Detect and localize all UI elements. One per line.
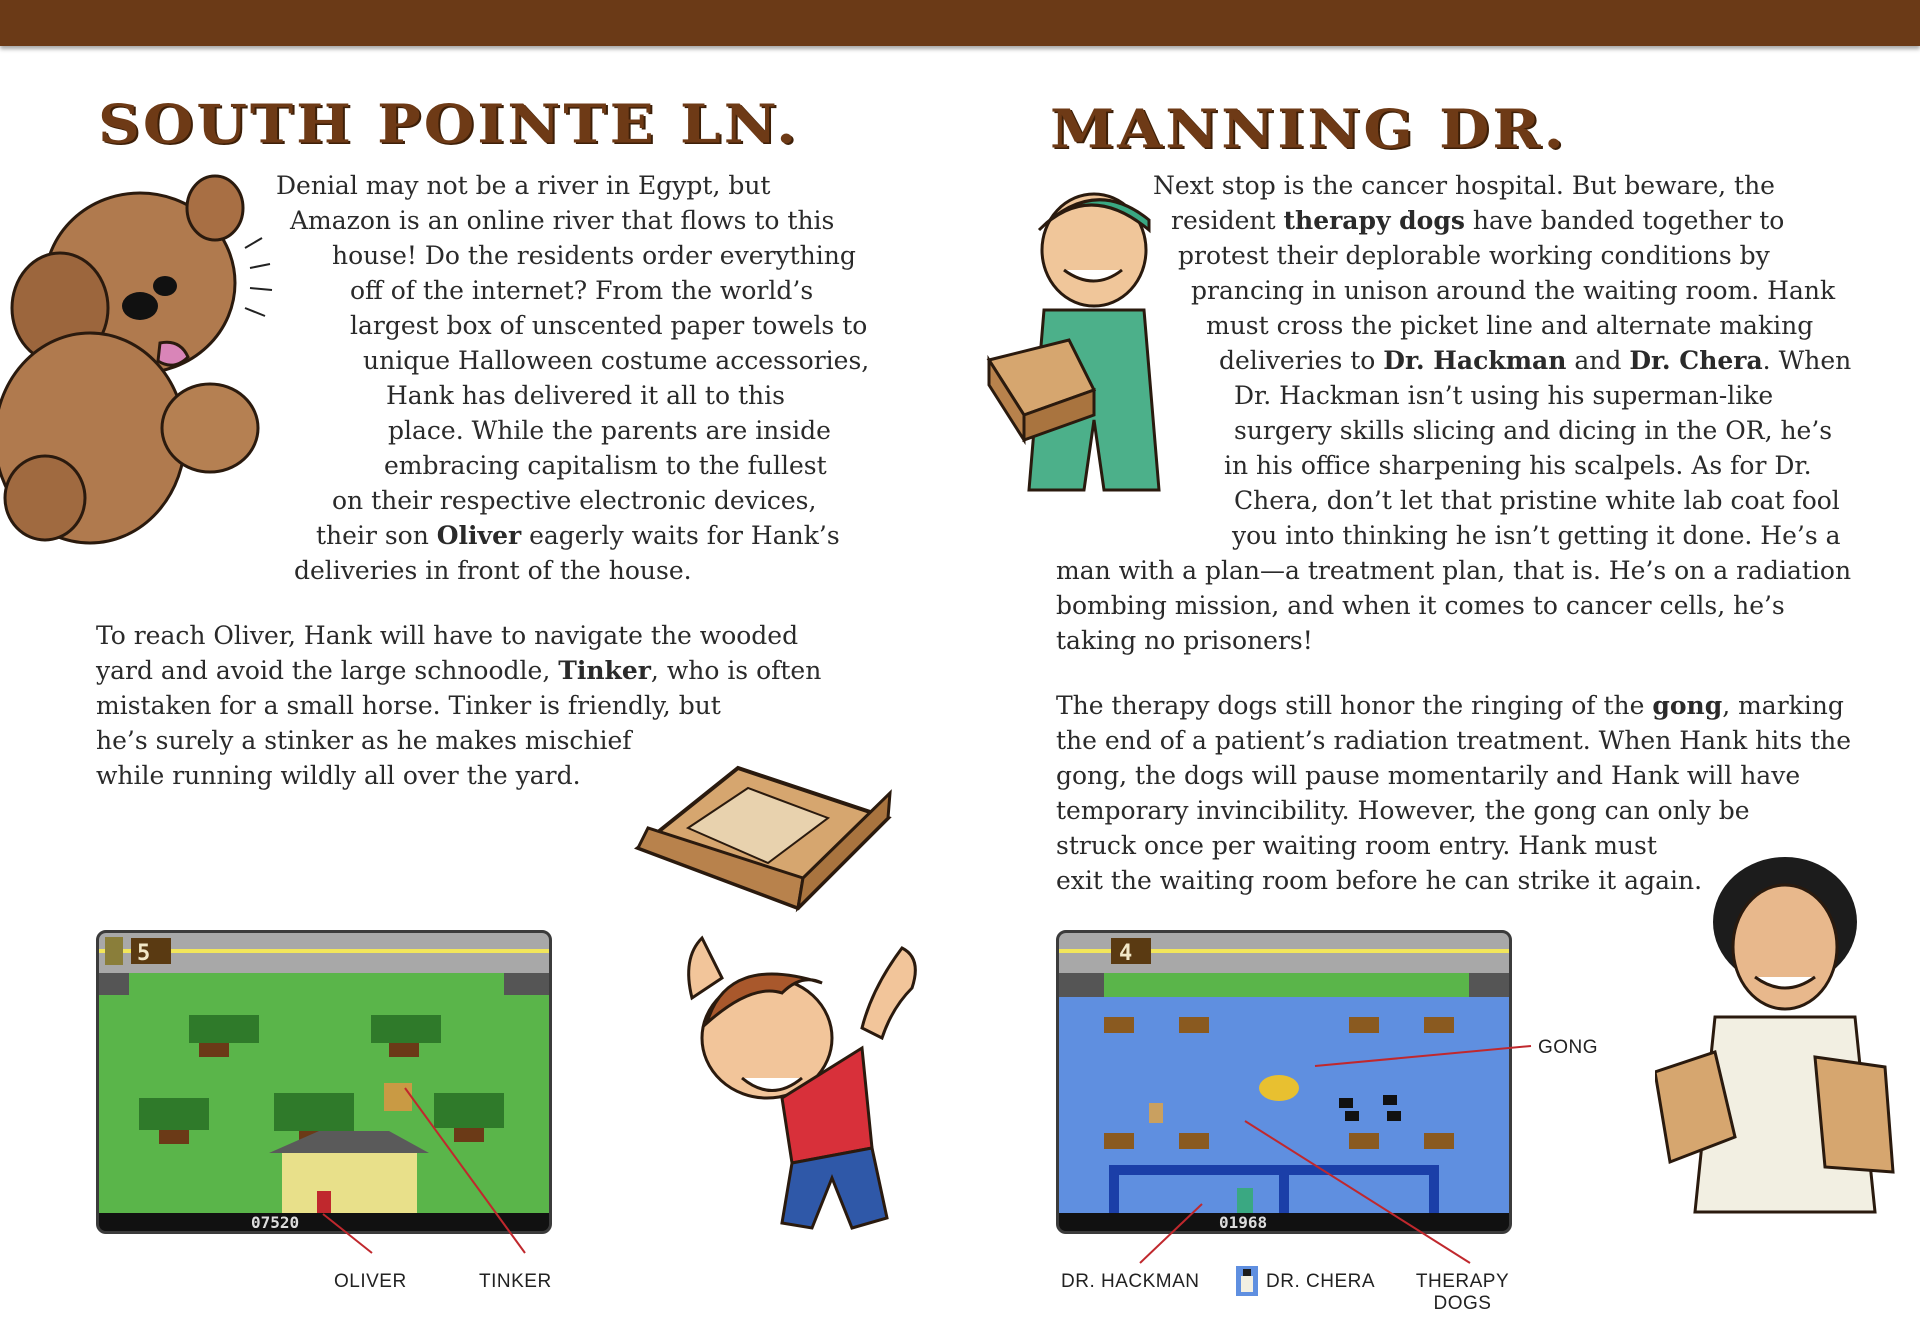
- right-intro-line-2: resident therapy dogs have banded together to: [1171, 206, 1785, 235]
- left-intro-line-9: embracing capitalism to the fullest: [384, 451, 827, 480]
- right-intro-line-10: Chera, don’t let that pristine white lab coat fool: [1234, 486, 1840, 515]
- right-intro-line-12: man with a plan—a treatment plan, that is. He’s on a radiation: [1056, 556, 1852, 585]
- right-body-line-5: struck once per waiting room entry. Hank must: [1056, 831, 1657, 860]
- right-intro-line-3: protest their deplorable working conditions by: [1178, 241, 1770, 270]
- lives-count: 4: [1119, 941, 1133, 966]
- right-intro-line-13: bombing mission, and when it comes to cancer cells, he’s: [1056, 591, 1785, 620]
- right-intro-line-7: Dr. Hackman isn’t using his superman-like: [1234, 381, 1774, 410]
- right-body-line-3: gong, the dogs will pause momentarily and Hank will have: [1056, 761, 1801, 790]
- left-body-line-5: while running wildly all over the yard.: [96, 761, 581, 790]
- right-intro-line-6: deliveries to Dr. Hackman and Dr. Chera. When: [1219, 346, 1852, 375]
- right-intro-line-4: prancing in unison around the waiting room. Hank: [1191, 276, 1836, 305]
- left-intro-line-12: deliveries in front of the house.: [294, 556, 692, 585]
- therapy-dogs-label: THERAPY DOGS: [1415, 1271, 1510, 1314]
- therapy-dogs-highlight: therapy dogs: [1283, 206, 1465, 235]
- right-intro-line-14: taking no prisoners!: [1056, 626, 1313, 655]
- right-body-line-2: the end of a patient’s radiation treatment. When Hank hits the: [1056, 726, 1852, 755]
- tinker-highlight: Tinker: [558, 656, 651, 685]
- right-intro-line-8: surgery skills slicing and dicing in the OR, he’s: [1234, 416, 1833, 445]
- left-body-line-3: mistaken for a small horse. Tinker is friendly, but: [96, 691, 721, 720]
- left-intro-line-10: on their respective electronic devices,: [332, 486, 817, 515]
- oliver-highlight: Oliver: [436, 521, 522, 550]
- left-body-line-2: yard and avoid the large schnoodle, Tinker, who is often: [96, 656, 822, 685]
- tinker-label: TINKER: [479, 1271, 552, 1292]
- left-body-line-1: To reach Oliver, Hank will have to navigate the wooded: [96, 621, 799, 650]
- left-body-line-4: he’s surely a stinker as he makes mischief: [96, 726, 632, 755]
- oliver-label: OLIVER: [334, 1271, 407, 1292]
- gong-label: GONG: [1538, 1037, 1599, 1058]
- left-intro-line-8: place. While the parents are inside: [388, 416, 831, 445]
- right-body-line-6: exit the waiting room before he can strike it again.: [1056, 866, 1703, 895]
- lives-count: 5: [137, 941, 151, 966]
- left-intro-line-7: Hank has delivered it all to this: [386, 381, 785, 410]
- dr-chera-label: DR. CHERA: [1266, 1271, 1376, 1292]
- left-intro-line-5: largest box of unscented paper towels to: [350, 311, 868, 340]
- left-intro-line-3: house! Do the residents order everything: [332, 241, 856, 270]
- right-intro-line-5: must cross the picket line and alternate making: [1206, 311, 1814, 340]
- right-body-line-1: The therapy dogs still honor the ringing of the gong, marking: [1056, 691, 1844, 720]
- right-body-line-4: temporary invincibility. However, the gong can only be: [1056, 796, 1750, 825]
- right-callout-lines: [960, 0, 1920, 1344]
- left-intro-line-1: Denial may not be a river in Egypt, but: [276, 171, 771, 200]
- right-intro-line-1: Next stop is the cancer hospital. But beware, the: [1153, 171, 1775, 200]
- dr-chera-icon: [1236, 1266, 1258, 1296]
- dr-chera-highlight: Dr. Chera: [1629, 346, 1763, 375]
- score-display: 01968: [1219, 1213, 1268, 1231]
- left-intro-line-4: off of the internet? From the world’s: [350, 276, 814, 305]
- gong-highlight: gong: [1652, 691, 1723, 720]
- right-intro-line-9: in his office sharpening his scalpels. As for Dr.: [1224, 451, 1812, 480]
- dr-hackman-label: DR. HACKMAN: [1061, 1271, 1200, 1292]
- right-intro-line-11: you into thinking he isn’t getting it done. He’s a: [1232, 521, 1841, 550]
- left-intro-line-6: unique Halloween costume accessories,: [363, 346, 870, 375]
- right-page-title: MANNING DR.: [1050, 97, 1567, 161]
- left-intro-line-11: their son Oliver eagerly waits for Hank’s: [316, 521, 840, 550]
- dr-hackman-highlight: Dr. Hackman: [1383, 346, 1567, 375]
- score-display: 07520: [251, 1213, 300, 1231]
- left-page-title: SOUTH POINTE LN.: [98, 92, 800, 156]
- left-intro-line-2: Amazon is an online river that flows to this: [290, 206, 835, 235]
